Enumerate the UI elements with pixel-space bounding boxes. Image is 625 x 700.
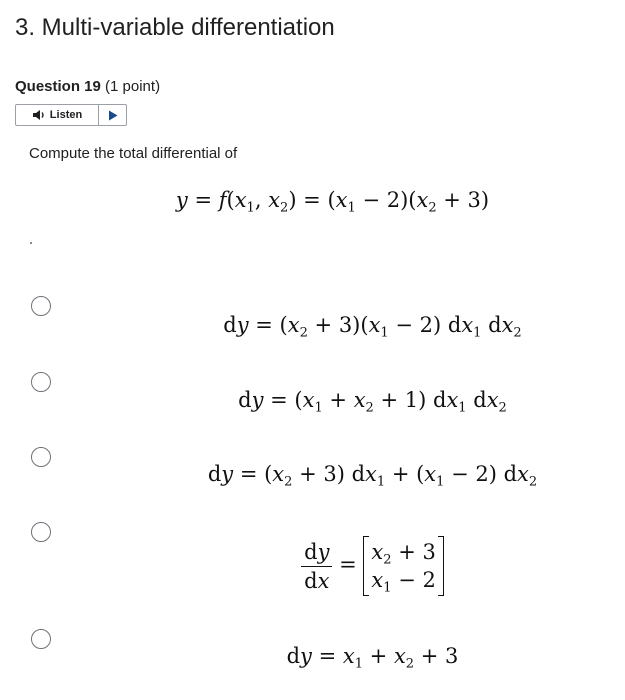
option-e-equation: dy = $x_1 + x_2 + 3$ bbox=[286, 644, 459, 672]
question-label: Question 19 bbox=[15, 78, 101, 95]
speaker-icon bbox=[32, 109, 46, 121]
option-c-equation: dy = $(x_2 + 3) dx_1 + (x_1 - 2)$ $dx_2$ bbox=[207, 462, 538, 490]
question-header bbox=[15, 78, 160, 95]
listen-button[interactable] bbox=[16, 105, 99, 125]
question-points: (1 point) bbox=[105, 78, 161, 95]
option-b-equation: dy = $(x_1 + x_2 + 1)$ $dx_1$ $dx_2$ bbox=[238, 388, 507, 416]
play-button[interactable] bbox=[99, 105, 126, 125]
question-prompt: Compute the total differential of bbox=[29, 145, 238, 162]
option-a-equation: dy = $(x_2 + 3)(x_1 - 2)$ $dx_1$ $dx_2$ bbox=[223, 313, 522, 341]
stray-dot bbox=[30, 242, 32, 244]
listen-control bbox=[15, 104, 127, 126]
section-title: 3. Multi-variable differentiation bbox=[15, 14, 335, 41]
play-icon bbox=[108, 110, 118, 121]
option-d-equation: $\frac{dy}{dx}$ = $x_2 + 3$ $x_1 - 2$ bbox=[0, 536, 625, 596]
function-equation: $y = f(x_1$, $x_2) = (x_1 - 2)(x_2 + 3)$ bbox=[175, 188, 490, 216]
listen-label: Listen bbox=[49, 109, 83, 121]
